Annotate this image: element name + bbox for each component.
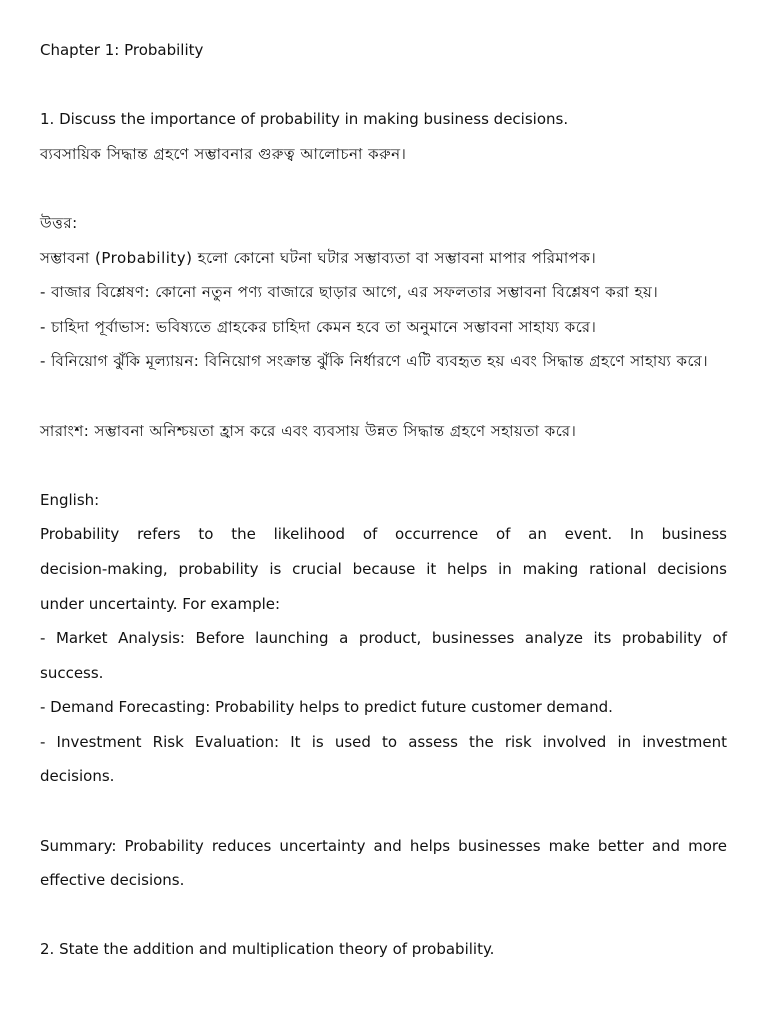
question-2: 2. State the addition and multiplication theory of probability. [40,940,495,959]
bengali-intro: সম্ভাবনা (Probability) হলো কোনো ঘটনা ঘটার সম্ভাব্যতা বা সম্ভাবনা মাপার পরিমাপক। [40,248,597,267]
english-point-line: - Market Analysis: Before launching a product, businesses analyze its probability of [40,629,727,648]
spacer [40,386,727,421]
english-point-investment [40,732,727,801]
spacer [40,455,727,490]
english-point-line: success. [40,663,104,682]
english-point-market [40,628,727,697]
spacer [40,801,727,836]
bengali-point-demand: - চাহিদা পূর্বাভাস: ভবিষ্যতে গ্রাহকের চাহিদা কেমন হবে তা অনুমানে সম্ভাবনা সাহায্য করে। [40,317,597,336]
english-label: English: [40,490,100,509]
chapter-title: Chapter 1: Probability [40,41,204,59]
english-paragraph-line: under uncertainty. For example: [40,594,281,613]
english-point-demand: - Demand Forecasting: Probability helps to predict future customer demand. [40,698,613,717]
bengali-point-market: - বাজার বিশ্লেষণ: কোনো নতুন পণ্য বাজারে ছাড়ার আগে, এর সফলতার সম্ভাবনা বিশ্লেষণ করা হয়। [40,283,659,302]
spacer [40,75,727,110]
document-page [40,40,727,974]
bengali-summary: সারাংশ: সম্ভাবনা অনিশ্চয়তা হ্রাস করে এবং ব্যবসায় উন্নত সিদ্ধান্ত গ্রহণে সহায়তা করে। [40,421,577,440]
english-point-line: decisions. [40,767,115,786]
question-1: 1. Discuss the importance of probability in making business decisions. [40,110,569,129]
english-paragraph-line: Probability refers to the likelihood of occurrence of an event. In business [40,525,727,544]
question-1-bengali: ব্যবসায়িক সিদ্ধান্ত গ্রহণে সম্ভাবনার গুরুত্ব আলোচনা করুন। [40,144,407,163]
spacer [40,905,727,940]
answer-label-bengali: উত্তর: [40,213,78,232]
english-summary [40,836,727,905]
bengali-point-investment: - বিনিয়োগ ঝুঁকি মূল্যায়ন: বিনিয়োগ সংক্রান্ত ঝুঁকি নির্ধারণে এটি ব্যবহৃত হয় এবং সিদ্ধান্ত গ্রহণে সাহায্য করে। [40,352,709,371]
english-summary-line: Summary: Probability reduces uncertainty and helps businesses make better and more [40,836,727,855]
english-paragraph [40,524,727,628]
spacer [40,178,727,213]
english-paragraph-line: decision-making, probability is crucial because it helps in making rational decisions [40,559,727,578]
english-point-line: - Investment Risk Evaluation: It is used to assess the risk involved in investment [40,732,727,751]
english-summary-line: effective decisions. [40,871,185,890]
